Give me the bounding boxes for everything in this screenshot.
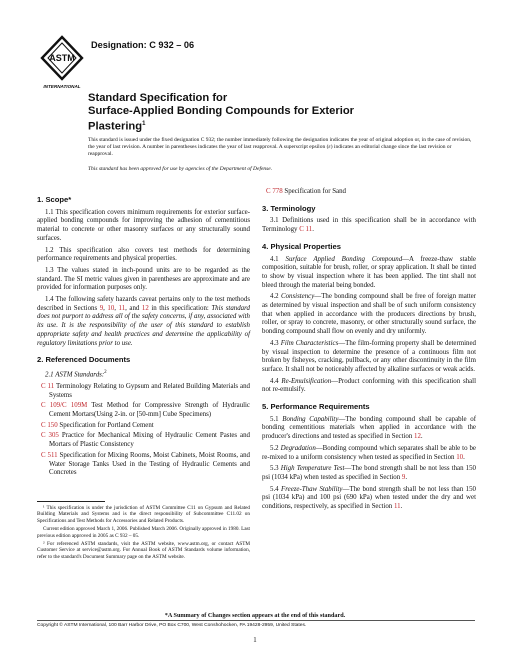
ref-c305: C 305 Practice for Mechanical Mixing of Hydraulic Cement Pastes and Mortars of Plastic Consistency — [41, 432, 251, 449]
section-1-heading: 1. Scope* — [37, 195, 72, 204]
ref-c11: C 11 Terminology Relating to Gypsum and Related Building Materials and Systems — [41, 382, 250, 399]
para-1-3: 1.3 The values stated in inch-pound units are to be regarded as the standard. The SI metric values given in parentheses are approximate and are provided for information purposes only. — [37, 266, 250, 292]
link-section-11[interactable]: 11 — [118, 304, 126, 312]
link-section-11b[interactable]: 11 — [393, 503, 401, 511]
page-number: 1 — [253, 637, 257, 644]
dod-approval-note: This standard has been approved for use by agencies of the Department of Defense. — [88, 166, 273, 172]
ref-c109: C 109/C 109M Test Method for Compressive Strength of Hydraulic Cement Mortars(Using 2-in. or [50-mm] Cube Specimens) — [41, 402, 250, 419]
para-2-1: 2.1 ASTM Standards:$^2$ — [45, 369, 107, 379]
designation: Designation: C 932 – 06 — [91, 40, 195, 50]
ref-c511-link[interactable]: C 511 — [41, 451, 58, 459]
para-1-1: 1.1 This specification covers minimum requirements for exterior surface-applied bonding compounds for improving the adhesion of cementitious material to concrete or other masonry surfaces or any structurally sound surfaces. — [37, 208, 250, 242]
footnote-1: ¹ This specification is under the jurisdiction of ASTM Committee C11 on Gypsum and Related Building Materials and Systems and is the direct responsibility of Subcommittee C11.02 on Specifications and Test Methods for Accessories and Related Products. — [37, 505, 250, 524]
section-3-heading: 3. Terminology — [262, 203, 316, 213]
copyright-line: Copyright © ASTM International, 100 Barr Harbor Drive, PO Box C700, West Conshohocken, PA 19428-2959, United States. — [37, 623, 307, 628]
link-section-10[interactable]: 10 — [107, 304, 115, 312]
issuance-notice: This standard is issued under the fixed designation C 932; the number immediately following the designation indicates the year of original adoption or, in the case of revision, the year of last revision. A number in parentheses indicates the year of last reapproval. A superscript epsilon (ε) indicates an editorial change since the last revision or reapproval. — [88, 137, 472, 158]
link-section-9[interactable]: 9 — [99, 304, 104, 312]
title-line-2: Surface-Applied Bonding Compounds for Exterior — [88, 105, 355, 117]
ref-c778: C 778 Specification for Sand — [266, 188, 346, 195]
section-2-heading: 2. Referenced Documents — [37, 355, 131, 365]
title-footnote-mark: 1 — [142, 121, 146, 127]
left-column — [37, 188, 250, 480]
ref-c778-link[interactable]: C 778 — [266, 188, 283, 195]
para-1-4: 1.4 The following safety hazards caveat pertains only to the test methods described in Sections 9, 10, 11, and 12 in this specification: This standard does not purport to address all of the safety concerns, if any, associated with its use. It is the responsibility of the user of this standard to establish appropriate safety and health practices and determine the applicability of regulatory limitations prior to use. — [37, 296, 250, 347]
link-section-12[interactable]: 12 — [141, 304, 149, 312]
title-line-3: Plastering$^1$ — [88, 120, 146, 133]
footnote-2: ² For referenced ASTM standards, visit the ASTM website, www.astm.org, or contact ASTM Customer Service at service@astm.org. For Annual Book of ASTM Standards volume information, refer to the standard's Document Summary page on the ASTM website. — [37, 541, 250, 560]
link-c11[interactable]: C 11 — [299, 226, 313, 234]
link-section-12b[interactable]: 12 — [414, 433, 421, 441]
para-5-3: 5.3 High Temperature Test—The bond strength shall be not less than 150 psi (1034 kPa) when tested as specified in Section 9. — [262, 465, 476, 481]
para-4-2: 4.2 Consistency—The bonding compound shall be free of foreign matter as determined by visual inspection and shall be of such uniform consistency that when applied in accordance with the producers directions by brush, roller, or spray to concrete, masonry, or other structurally sound surface, the bonding compound shall flow on evenly and dry uniformly. — [262, 293, 476, 336]
astm-logo — [38, 34, 86, 92]
para-4-4: 4.4 Re-Emulsification—Product conforming with this specification shall not re-emulsify. — [262, 377, 476, 394]
document-title — [88, 92, 448, 134]
footnote-rule — [37, 501, 105, 502]
para-5-1: 5.1 Bonding Capability—The bonding compound shall be capable of bonding cementitious materials when applied in accordance with the producer's directions and tested as specified in Section 12. — [262, 415, 476, 441]
svg-text:INTERNATIONAL: INTERNATIONAL — [43, 84, 81, 89]
ref-c305-link[interactable]: C 305 — [41, 432, 59, 440]
para-3-1: 3.1 Definitions used in this specification shall be in accordance with Terminology C 11. — [262, 217, 476, 234]
footer-rule — [37, 620, 475, 621]
ref-c11-link[interactable]: C 11 — [41, 382, 55, 390]
ref-c511: C 511 Specification for Mixing Rooms, Moist Cabinets, Moist Rooms, and Water Storage Tanks Used in the Testing of Hydraulic Cements and Concretes — [41, 451, 251, 477]
para-4-1: 4.1 Surface Applied Bonding Compound—A freeze-thaw stable composition, suitable for brush, roller, or spray application. It shall be tinted to show by visual inspection where it has been applied. The tint shall not bleed through the material being bonded. — [262, 255, 476, 289]
ref-c109-link[interactable]: C 109/C 109M — [41, 402, 88, 410]
link-section-10b[interactable]: 10 — [456, 453, 464, 461]
para-5-4: 5.4 Freeze-Thaw Stability—The bond strength shall be not less than 150 psi (1034 kPa) and 100 psi (690 kPa) when tested under the dry and wet conditions, respectively, as specified in Section 11. — [262, 485, 476, 511]
footnote-1b: Current edition approved March 1, 2006. Published March 2006. Originally approved in 1980. Last previous edition approved in 2005 as C 932 – 05. — [37, 526, 250, 539]
footnotes — [37, 505, 250, 562]
para-4-3: 4.3 Film Characteristics—The film-forming property shall be determined by visual inspection to determine the presence of a continuous film not broken by fisheyes, cracking, pullback, or any other discontinuity in the film surface. It shall not be noticeably affected by alkaline surfaces or weak acids. — [262, 339, 477, 373]
svg-text:ASTM: ASTM — [49, 53, 75, 63]
section-4-heading: 4. Physical Properties — [262, 241, 341, 251]
summary-of-changes-note: *A Summary of Changes section appears at the end of this standard. — [164, 612, 346, 619]
right-column — [262, 188, 476, 515]
title-line-1: Standard Specification for — [88, 92, 228, 104]
ref-c150-link[interactable]: C 150 — [41, 421, 58, 429]
ref-c150: C 150 Specification for Portland Cement — [41, 421, 154, 429]
para-1-2: 1.2 This specification also covers test methods for determining performance requirements and physical properties. — [37, 246, 250, 263]
para-5-2: 5.2 Degradation—Bonding compound which separates shall be able to be re-mixed to a uniform consistency when tested as specified in Section 10. — [262, 444, 476, 461]
section-5-heading: 5. Performance Requirements — [262, 402, 370, 412]
link-section-9b[interactable]: 9 — [401, 473, 406, 481]
